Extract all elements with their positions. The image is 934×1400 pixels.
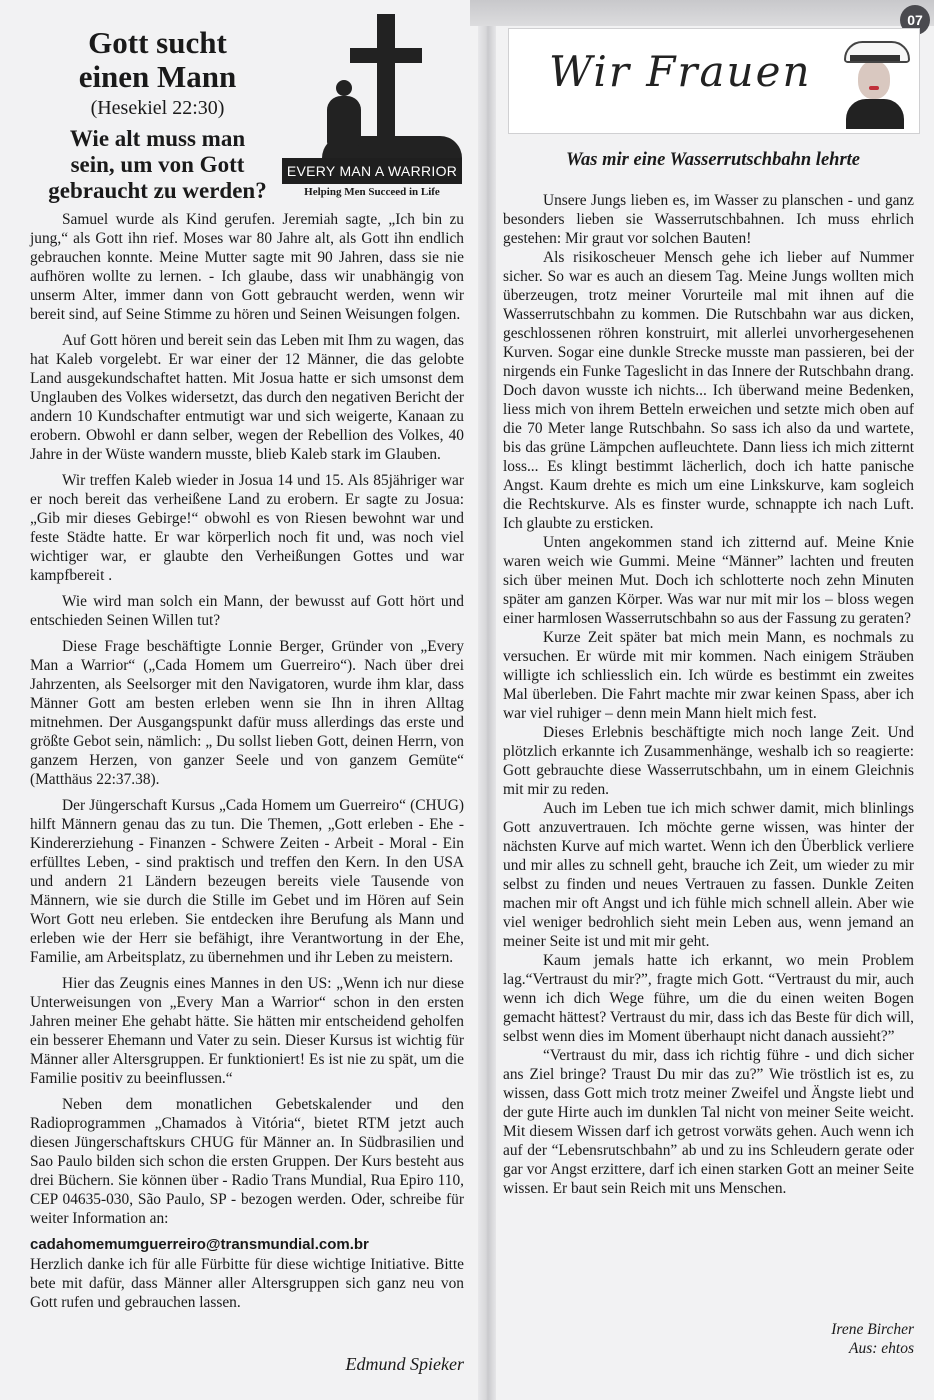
page-gutter <box>478 0 496 1400</box>
section-header-box <box>508 28 920 134</box>
closing-paragraph: Herzlich danke ich für alle Fürbitte für diese wichtige Initiative. Bitte bete mit dafür, dass Männer aller Altersgruppen sich ganz neu von Gott rufen und gebrauchen lassen. <box>30 1256 464 1311</box>
right-article-subtitle: Was mir eine Wasserrutschbahn lehrte <box>565 150 860 170</box>
source-note: Aus: ehtos <box>848 1340 914 1357</box>
paragraph: “Vertraust du mir, dass ich richtig führe - und dich sicher ans Ziel bringe? Traust Du mir das zu?” Wie tröstlich ist es, zu wissen, dass Gott mich trotz meiner Zweifel und Ängste liebt und der gute Hirte auch im dunklen Tal nicht von meiner Seite weicht. Mit diesem Wissen darf ich getrost vorwäts gehen. Auch wenn ich auf der “Lebensrutschbahn” ab und zu ins Schleudern gerate oder gar vor Angst erzittere, darf ich einen starken Gott an meiner Seite wissen. Er baut sein Reich mit uns Menschen. <box>503 1047 914 1197</box>
portrait-face <box>858 61 890 99</box>
paragraph: Unsere Jungs lieben es, im Wasser zu planschen - und ganz besonders lieben sie Wasserrutschbahnen. Ich muss ehrlich gestehen: Mir graut vor solchen Bauten! <box>503 192 914 247</box>
paragraph: Auf Gott hören und bereit sein das Leben mit Ihm zu wagen, das hat Kaleb vorgelebt. Er war einer der 12 Männer, die das gelobte Land ausgekundschaftet hatten. Mit Josua hatte er sich umsonst dem Unglauben des Volkes widersetzt, das durch den negativen Bericht der andern 10 Kundschafter entmutigt war und sich weigerte, Kanaan zu erobern. Obwohl er dann selber, wegen der Rebellion des Volkes, 40 Jahre in der Wüste wandern musste, blieb Kaleb stark im Glauben. <box>30 332 464 463</box>
right-article-signature <box>700 1320 914 1358</box>
article-subtitle-line3: gebraucht zu werden? <box>48 178 267 203</box>
paragraph: Kaum jemals hatte ich erkannt, wo mein Problem lag.“Vertraust du mir?”, fragte mich Gott. “Vertraust du mir, auch wenn ich dich Wege führe, um die du einen weiten Bogen gemacht hättest? Vertraust du mir, dass ich das Beste für dich will, selbst wenn dies im Moment überhaupt nicht danach aussieht?” <box>503 952 914 1045</box>
paragraph: Auch im Leben tue ich mich schwer damit, mich blinlings Gott anzuvertrauen. Ich möchte gerne wissen, was hinter der nächsten Kurve auf mich wartet. Wenn ich den Überblick verliere und mir alles zu schnell geht, brauche ich Zeit, um wieder zu mir selbst zu finden und neues Vertrauen zu fassen. Dunkle Zeiten machen mir oft Angst und ich fühle mich schnell allein. Aber wie viel weniger bedrohlich sieht mein Leben aus, wenn jemand an meiner Seite ist und mit mir geht. <box>503 800 914 950</box>
section-title: Wir Frauen <box>549 47 812 96</box>
paragraph: Wie wird man solch ein Mann, der bewusst auf Gott hört und entschieden Seinen Willen tut? <box>30 593 464 629</box>
paragraph: Unten angekommen stand ich zitternd auf. Meine Knie waren weich wie Gummi. Meine “Männer” lachten und freuten sich über meinen Mut. Doch ich schlotterte noch zehn Minuten später am ganzen Körper. Was war nur mit mir los – bloss wegen einer harmlosen Wasserrutschbahn so aus der Fassung zu geraten? <box>503 534 914 627</box>
bible-reference: (Hesekiel 22:30) <box>90 97 225 119</box>
top-band <box>470 0 934 26</box>
cross-bar <box>350 48 422 63</box>
paragraph: Als risikoscheuer Mensch gehe ich lieber auf Nummer sicher. So war es auch an diesem Tag. Meine Jungs wollten mich überzeugen, trotz meiner Vorurteile mal mit ihnen auf die Wasserrutschbahn zu kommen. Die Rutschbahn war aus dicken, geschlossenen röhren konstruirt, mit allerlei unvorhergesehenen Kurven. Sogar eine dunkle Strecke musste man passieren, bei der nirgends ein Funke Tageslicht in das Innere der Rutschbahn drang. Doch davon wusste ich nichts... Ich überwand meine Bedenken, liess mich von ihrem Betteln erweichen und setzte mich oben auf die 70 Meter lange Rutschbahn. So sass ich also da und wartete, bis das grüne Lämpchen aufleuchtete. Dann liess ich mich zitternt loss... Es klingt bestimmt lächerlich, doch ich hatte panische Angst. Kaum drehte es mich um eine Linkskurve, kam sogleich die Rechtskurve. Als es finster wurde, schnappte ich nach Luft. Ich glaubte zu ersticken. <box>503 249 914 532</box>
paragraph: Hier das Zeugnis eines Mannes in den US: „Wenn ich nur diese Unterweisungen von „Every Man a Warrior“ schon in den ersten Jahren meiner Ehe gehabt hätte. Sie hätten mir entscheidend geholfen ein besserer Ehemann und Vater zu sein. Dieser Kursus ist wichtig für Männer aller Altersgruppen. Er funktioniert! Es ist nie zu spät, um die Familie positiv zu beeinflussen.“ <box>30 975 464 1087</box>
left-article-body <box>30 210 464 1319</box>
author-name: Irene Bircher <box>831 1321 914 1338</box>
paragraph: Diese Frage beschäftigte Lonnie Berger, Gründer von „Every Man a Warrior“ („Cada Homem um Guerreiro“). Nach über drei Jahrzenten, als Seelsorger mit den Navigatoren, wurde ihm klar, dass Männer Gott am besten erleben wenn sie Ihn in ihren Alltag mitnehmen. Der Ausgangspunkt dafür muss allerdings das erste und größte Gebot sein, nämlich: „ Du sollst lieben Gott, deinen Herrn, von ganzem Herzen, von ganzer Seele und von ganzem Gemüte“ (Matthäus 22:37.38). <box>30 638 464 788</box>
kneeling-man-head <box>336 80 352 96</box>
paragraph: Dieses Erlebnis beschäftigte mich noch lange Zeit. Und plötzlich erkannte ich Zusammenhänge, weshalb ich so reagierte: Gott gebrauchte diese Wasserrutschbahn, um in einem Gleichnis mit mir zu reden. <box>503 724 914 798</box>
portrait-lips <box>869 86 879 90</box>
every-man-a-warrior-logo <box>282 8 462 203</box>
woman-portrait-image <box>836 39 911 129</box>
paragraph: Neben dem monatlichen Gebetskalender und den Radioprogrammen „Chamados à Vitória“, bietet RTM jetzt auch diesen Jüngerschaftskurs CHUG für Männer an. In Südbrasilien und Sao Paulo bilden sich schon die ersten Gruppen. Der Kurs besteht aus drei Büchern. Sie können über - Radio Trans Mundial, Rua Epiro 110, CEP 04635-030, São Paulo, SP - bezogen werden. Oder, schreibe für weiter Information an: <box>30 1096 464 1227</box>
page-number: 07 <box>900 5 930 35</box>
paragraph: Der Jüngerschaft Kursus „Cada Homem um Guerreiro“ (CHUG) hilft Männern genau das zu tun. Die Themen, „Gott erleben - Ehe - Kindererziehung - Finanzen - Schwere Zeiten - Arbeit - Moral - Ein erfülltes Leben, - sind praktisch und treffen den Kern. In den USA und andern 21 Ländern bezeugen bereits viele Tausende von Männern, wie sie durch die Stille im Gebet und im Hören auf Sein Wort Gott neu erleben. Sie entdecken ihre Berufung als Mann und erleben wie der Herr sie befähigt, ihre Verantwortung in der Ehe, Familie, am Arbeitsplatz, zu übernehmen und ihr Leben zu meistern. <box>30 797 464 966</box>
article-subtitle-line2: sein, um von Gott <box>70 152 245 177</box>
left-article-header <box>30 26 285 204</box>
paragraph: Samuel wurde als Kind gerufen. Jeremiah sagte, „Ich bin zu jung,“ als Gott ihn rief. Moses war 80 Jahre alt, als Gott ihn endlich gebrauchen konnte. Meine Mutter sagte mit 90 Jahren, dass sie nie aufhören wollte zu lernen. - Ich glaube, dass wir unabhängig von unserm Alter, immer dann von Gott gebraucht werden, wenn wir bereit sind, auf Seine Stimme zu hören und Seinen Weisungen folgen. <box>30 211 464 323</box>
paragraph: Wir treffen Kaleb wieder in Josua 14 und 15. Als 85jähriger war er noch bereit das verheißene Land zu erobern. Er sagte zu Josua: „Gib mir dieses Gebirge!“ obwohl es von Riesen bewohnt war und feste Städte hatte. Er war körperlich noch fit und, was noch viel wichtiger war, er glaubte den Verheißungen Gottes und war kampfbereit . <box>30 472 464 584</box>
paragraph: Kurze Zeit später bat mich mein Mann, es nochmals zu versuchen. Er würde mit mir kommen. Nach einigem Sträuben willigte ich schliesslich ein. Ich würde es bestimmt ein zweites Mal überleben. Die Fahrt machte mir zwar keinen Spass, aber ich war viel ruhiger – denn mein Mann hielt mich fest. <box>503 629 914 722</box>
portrait-body <box>846 99 904 129</box>
contact-email-link[interactable]: cadahomemumguerreiro@transmundial.com.br <box>30 1236 369 1253</box>
kneeling-man-icon <box>327 96 361 146</box>
hat-band <box>850 55 900 61</box>
logo-tagline: Helping Men Succeed in Life <box>304 186 440 198</box>
right-article-body <box>503 191 914 1198</box>
logo-banner: EVERY MAN A WARRIOR <box>282 158 462 184</box>
article-title-line1: Gott sucht <box>88 25 227 60</box>
article-subtitle-line1: Wie alt muss man <box>69 126 246 151</box>
left-article-signature: Edmund Spieker <box>345 1354 464 1374</box>
article-title-line2: einen Mann <box>78 59 237 94</box>
cross-icon <box>377 14 395 154</box>
